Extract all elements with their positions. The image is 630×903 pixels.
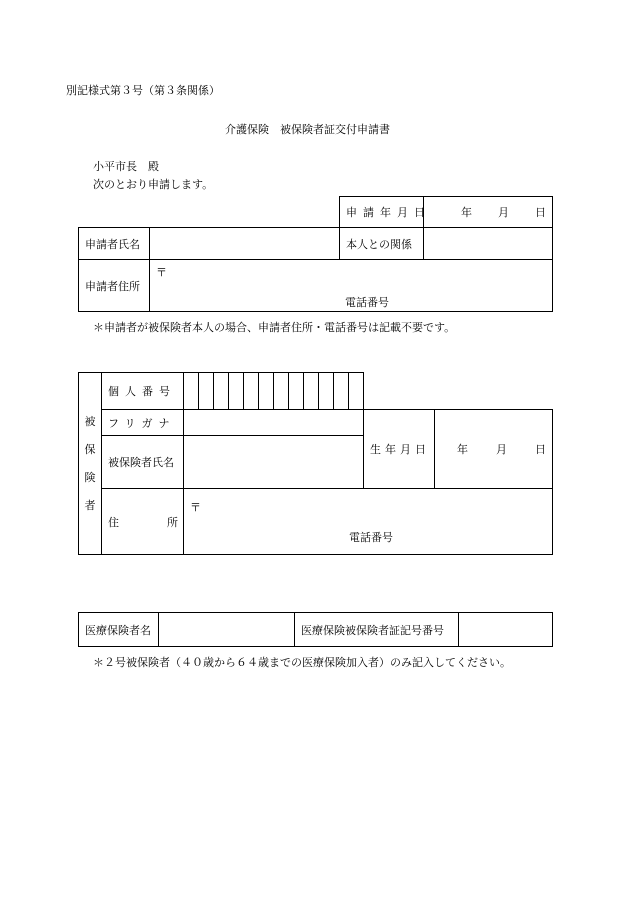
personal-number-label: 個人番号 (102, 373, 184, 410)
medical-insurer-field[interactable] (159, 613, 295, 647)
personal-number-digit[interactable] (274, 373, 289, 410)
medical-insurance-table (78, 612, 553, 647)
relation-field[interactable] (424, 228, 553, 260)
card-number-label: 医療保険被保険者証記号番号 (295, 613, 459, 647)
birthdate-label: 生年月日 (364, 410, 435, 489)
insured-table (78, 372, 553, 555)
blank-cell (79, 197, 150, 228)
medical-insurer-label: 医療保険者名 (79, 613, 159, 647)
card-number-field[interactable] (459, 613, 553, 647)
application-date-field[interactable]: 年 月 日 (424, 197, 553, 228)
personal-number-digit[interactable] (214, 373, 229, 410)
applicant-address-label: 申請者住所 (79, 260, 150, 312)
application-date-label: 申請年月日 (340, 197, 424, 228)
personal-number-digit[interactable] (259, 373, 274, 410)
furigana-label: フリガナ (102, 410, 184, 436)
postal-mark: 〒 (156, 266, 167, 279)
personal-number-digit[interactable] (334, 373, 349, 410)
birthdate-field[interactable]: 年 月 日 (435, 410, 553, 489)
applicant-address-field[interactable] (150, 260, 553, 312)
applicant-phone-label: 電話番号 (345, 296, 389, 309)
insured-name-field[interactable] (184, 436, 364, 489)
postal-mark: 〒 (190, 501, 201, 514)
intro-text: 次のとおり申請します。 (93, 178, 214, 191)
applicant-name-label: 申請者氏名 (79, 228, 150, 260)
personal-number-digit[interactable] (304, 373, 319, 410)
personal-number-digit[interactable] (319, 373, 334, 410)
insured-name-label: 被保険者氏名 (102, 436, 184, 489)
personal-number-digit[interactable] (199, 373, 214, 410)
personal-number-digit[interactable] (289, 373, 304, 410)
form-title: 介護保険 被保険者証交付申請書 (225, 123, 390, 136)
relation-label: 本人との関係 (340, 228, 424, 260)
addressee: 小平市長 殿 (93, 160, 159, 173)
insured-phone-label: 電話番号 (349, 531, 393, 544)
medical-note: ＊２号被保険者（４０歳から６４歳までの医療保険加入者）のみ記入してください。 (93, 656, 511, 669)
blank-cell (150, 197, 340, 228)
insured-address-field[interactable] (184, 489, 553, 555)
personal-number-digit[interactable] (244, 373, 259, 410)
applicant-table (78, 196, 553, 312)
blank-cell (435, 373, 553, 410)
insured-section-label: 被 保 険 者 (79, 373, 102, 555)
insured-address-label: 住 所 (102, 489, 184, 555)
applicant-name-field[interactable] (150, 228, 340, 260)
personal-number-digit[interactable] (184, 373, 199, 410)
blank-cell (364, 373, 435, 410)
personal-number-digit[interactable] (349, 373, 364, 410)
personal-number-digit[interactable] (229, 373, 244, 410)
furigana-field[interactable] (184, 410, 364, 436)
form-number: 別記様式第３号（第３条関係） (66, 84, 220, 97)
applicant-note: ＊申請者が被保険者本人の場合、申請者住所・電話番号は記載不要です。 (93, 321, 456, 334)
